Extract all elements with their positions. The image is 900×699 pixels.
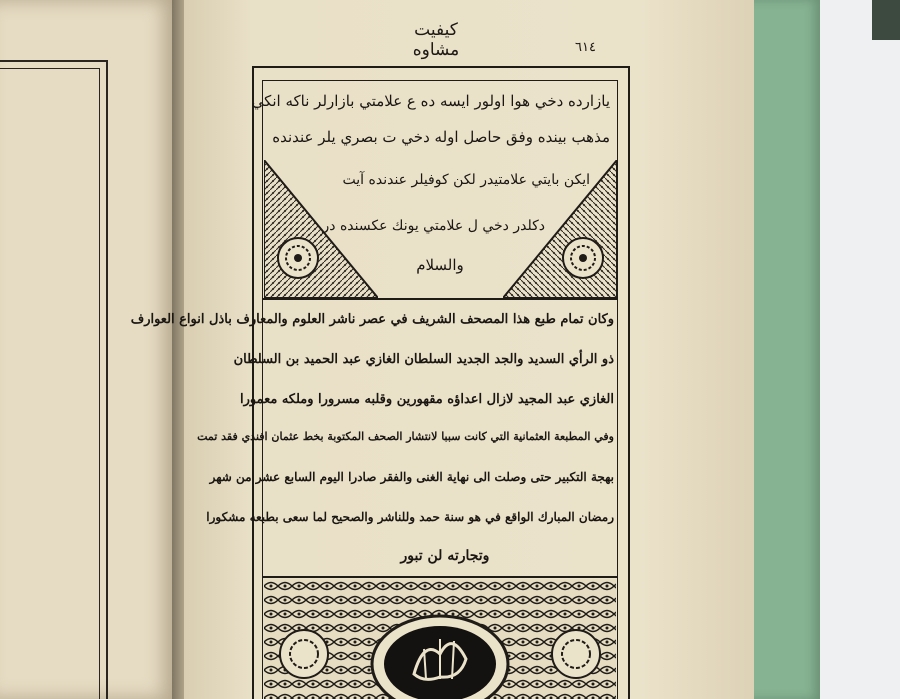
- colophon-line-1: وكان تمام طبع هذا المصحف الشريف في عصر ناشر العلوم والمعارف باذل انواع العوارف: [130, 312, 614, 327]
- verse-line-2: مذهب بينده وفق حاصل اوله دخي ت بصري يلر عندنده: [272, 128, 610, 146]
- left-page-border-frame: [0, 60, 108, 699]
- arabesque-pattern: [264, 579, 616, 699]
- colophon-line-3: الغازي عبد المجيد لازال اعداؤه مقهورين وقلبه مسرورا وملكه معمورا: [239, 392, 614, 407]
- verse-line-4: دكلدر دخي ل علامتي يونك عكسنده در: [322, 218, 545, 234]
- colophon-line-7: وتجارته لن تبور: [400, 548, 490, 564]
- page-number: ٦١٤: [575, 40, 596, 55]
- verse-line-1: يازارده دخي هوا اولور ايسه ده ع علامتي بازارلر ناكه انكي: [251, 92, 610, 110]
- green-book-cover: [748, 0, 820, 699]
- colophon-line-5: بهجة التكبير حتى وصلت الى نهاية الغنى والفقر صادرا اليوم السابع عشر من شهر: [209, 470, 614, 484]
- verse-line-3: ايكن بايتي علامتيدر لكن كوفيلر عندنده آيت: [342, 172, 590, 188]
- tughra-divider: [262, 576, 618, 578]
- running-head: كيفيت مشاوه: [412, 20, 460, 60]
- colophon-line-6: رمضان المبارك الواقع في هو سنة حمد وللناشر والصحيح لما سعى بطبعه مشكورا: [206, 510, 614, 524]
- colophon-line-2: ذو الرأي السديد والجد الجديد السلطان الغازي عبد الحميد بن السلطان: [233, 352, 614, 367]
- dark-object-corner: [872, 0, 900, 40]
- tughra-ornament-band: [264, 579, 616, 699]
- verse-line-5: والسلام: [416, 256, 464, 274]
- left-page: [0, 0, 178, 699]
- section-divider: [262, 298, 618, 300]
- colophon-line-4: وفي المطبعة العثمانية التي كانت سببا لانتشار الصحف المكتوبة بخط عثمان افندي فقد تمت: [197, 430, 614, 443]
